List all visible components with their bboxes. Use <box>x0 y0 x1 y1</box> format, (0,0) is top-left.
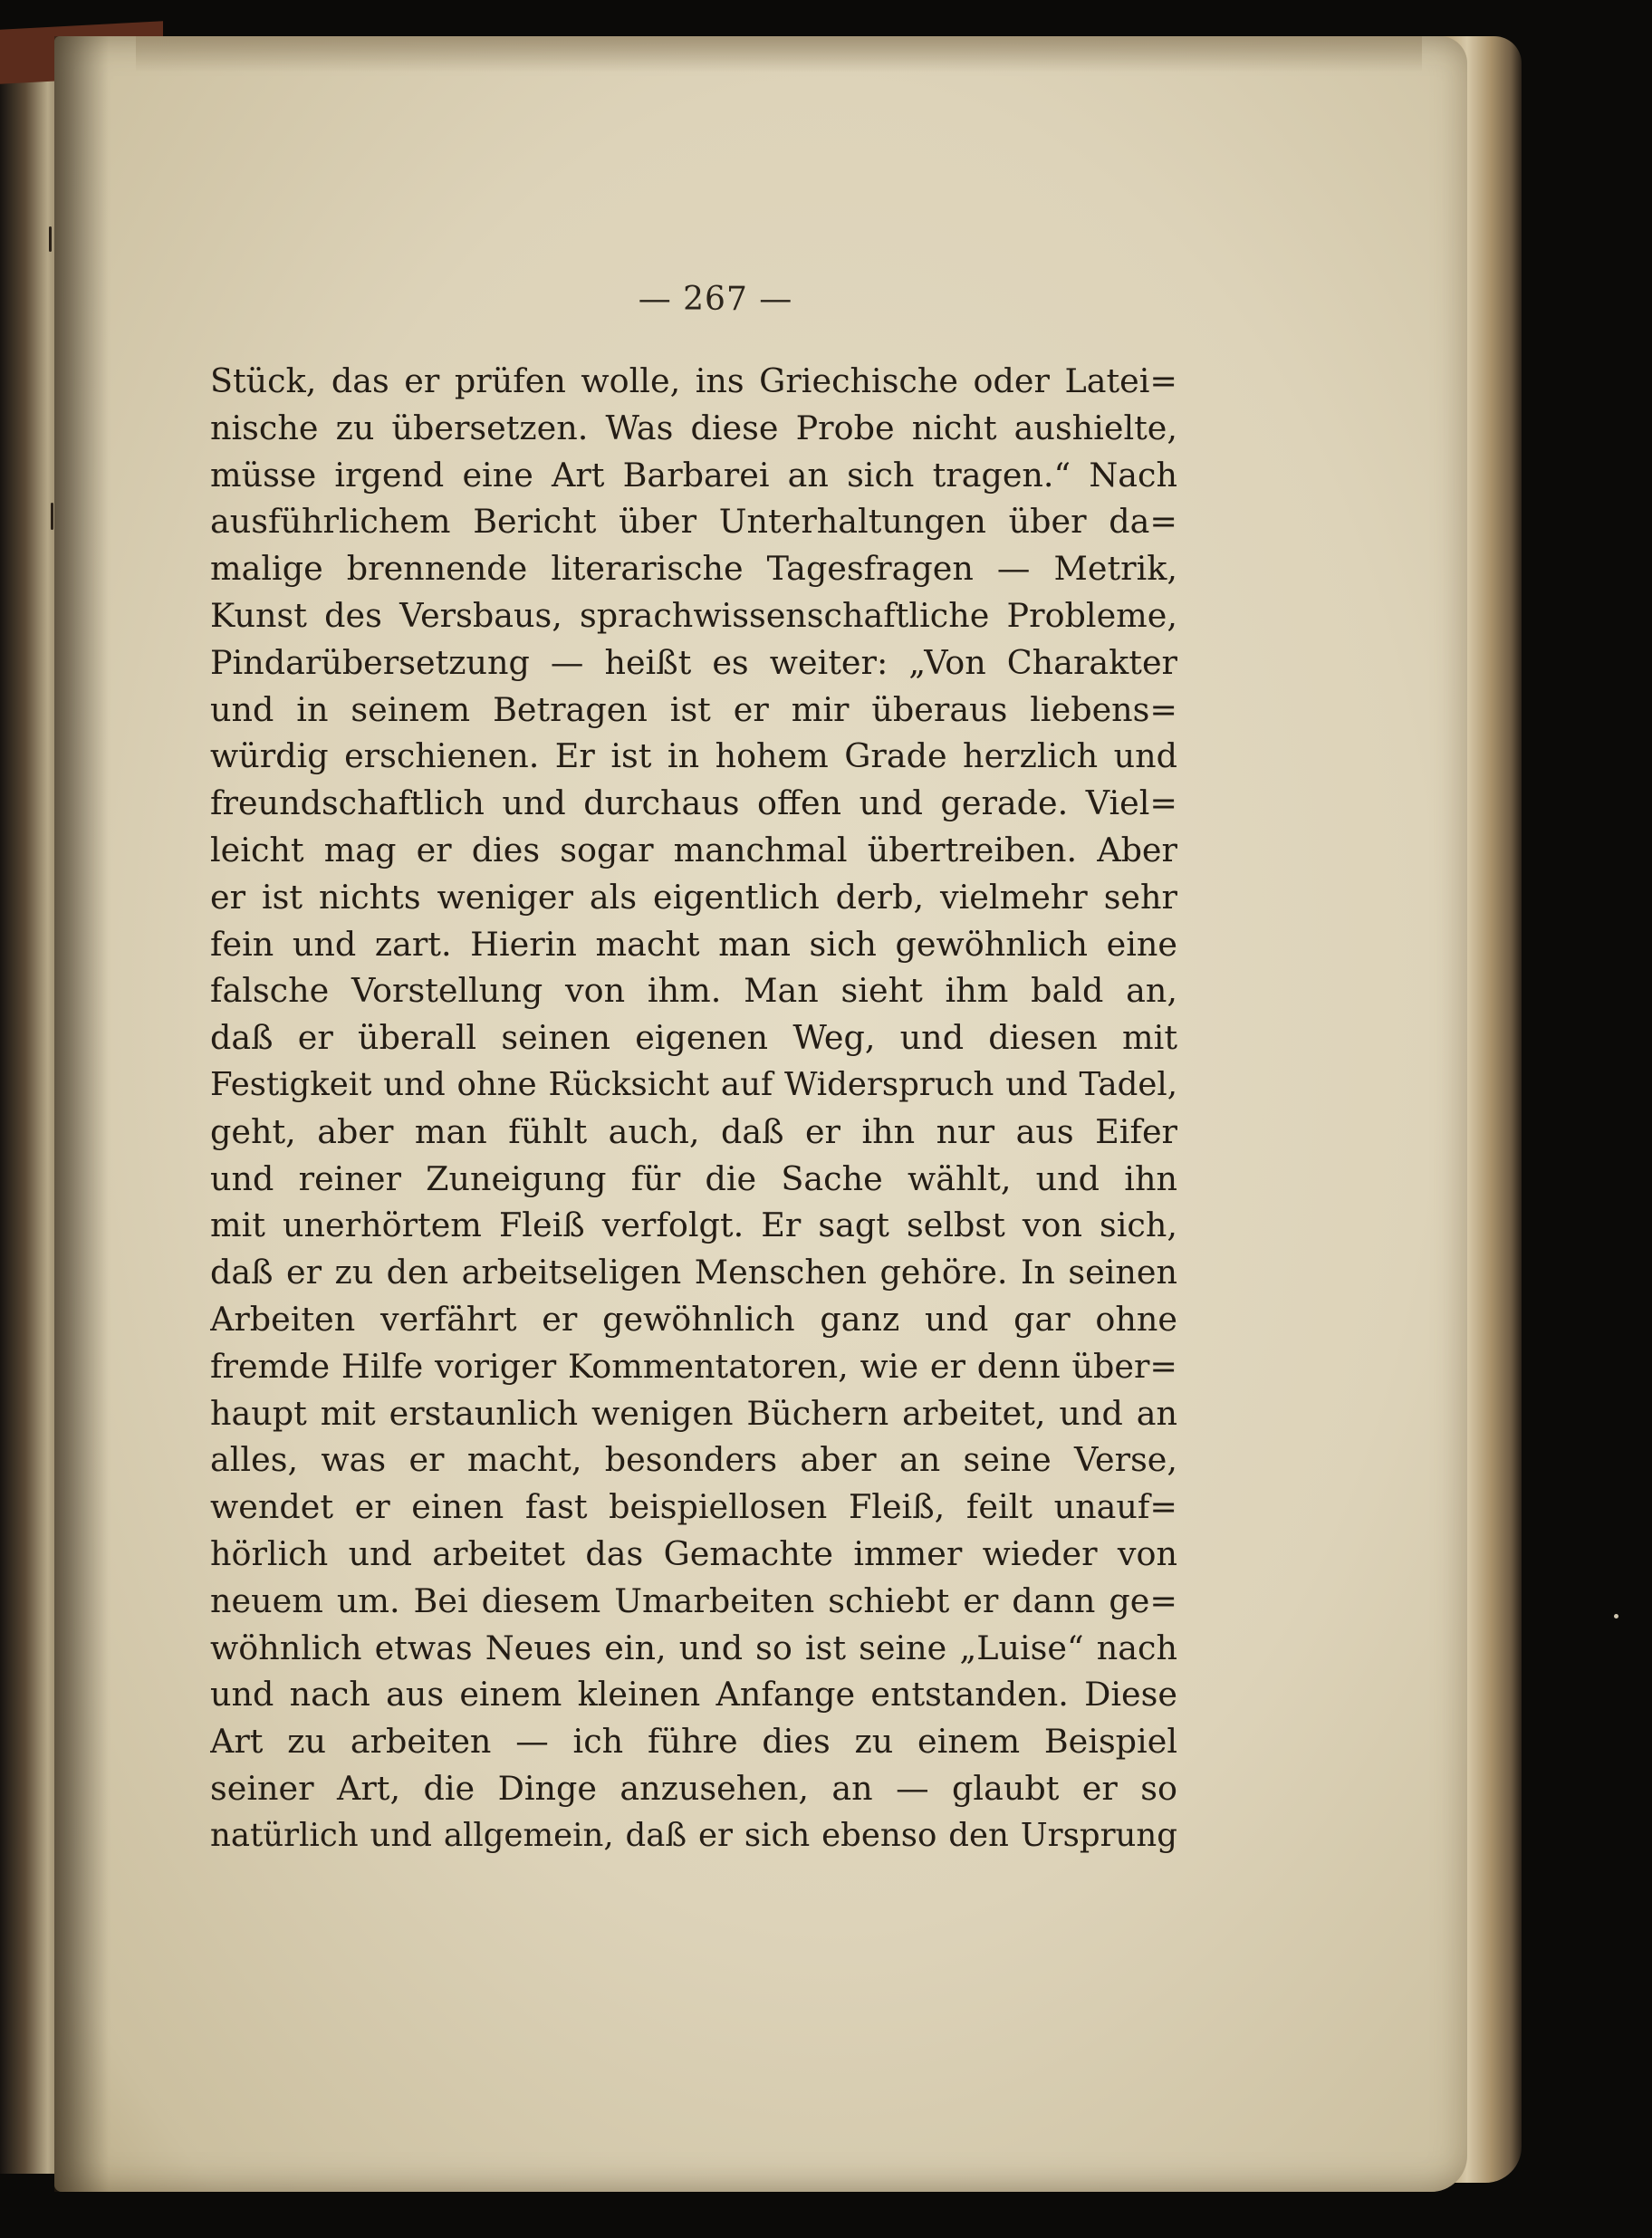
text-line: daß er zu den arbeitseligen Menschen gehöre. In seinen <box>210 1253 1177 1292</box>
text-line: wöhnlich etwas Neues ein, und so ist seine „Luise“ nach <box>210 1628 1177 1667</box>
text-line: würdig erschienen. Er ist in hohem Grade herzlich und <box>210 736 1177 776</box>
text-line: leicht mag er dies sogar manchmal übertreiben. Aber <box>210 830 1177 869</box>
text-line: falsche Vorstellung von ihm. Man sieht ihm bald an, <box>210 971 1177 1011</box>
text-line: geht, aber man fühlt auch, daß er ihn nur aus Eifer <box>210 1111 1177 1151</box>
page-top-wear <box>136 36 1422 72</box>
text-line: wendet er einen fast beispiellosen Fleiß, feilt unauf= <box>210 1487 1177 1527</box>
text-line: er ist nichts weniger als eigentlich derb, vielmehr sehr <box>210 877 1177 917</box>
text-line: haupt mit erstaunlich wenigen Büchern arbeitet, und an <box>210 1393 1177 1433</box>
text-line: hörlich und arbeitet das Gemachte immer wieder von <box>210 1533 1177 1573</box>
text-line: mit unerhörtem Fleiß verfolgt. Er sagt selbst von sich, <box>210 1205 1177 1245</box>
text-line: fremde Hilfe voriger Kommentatoren, wie er denn über= <box>210 1346 1177 1386</box>
text-line: malige brennende literarische Tagesfragen — Metrik, <box>210 549 1177 589</box>
text-line: Kunst des Versbaus, sprachwissenschaftliche Probleme, <box>210 595 1177 635</box>
page-number: — 267 — <box>638 281 793 318</box>
margin-mark <box>49 226 52 252</box>
dust-speck <box>1614 1614 1618 1618</box>
text-line: und reiner Zuneigung für die Sache wählt, und ihn <box>210 1158 1177 1198</box>
text-line: neuem um. Bei diesem Umarbeiten schiebt er dann ge= <box>210 1580 1177 1620</box>
margin-mark <box>51 503 53 530</box>
text-line: Stück, das er prüfen wolle, ins Griechische oder Latei= <box>210 361 1177 400</box>
text-line: Arbeiten verfährt er gewöhnlich ganz und gar ohne <box>210 1299 1177 1339</box>
text-line: Festigkeit und ohne Rücksicht auf Widerspruch und Tadel, <box>210 1065 1177 1103</box>
gutter-shadow <box>54 36 109 2192</box>
text-line: freundschaftlich und durchaus offen und gerade. Viel= <box>210 783 1177 823</box>
text-line: daß er überall seinen eigenen Weg, und diesen mit <box>210 1018 1177 1058</box>
text-line: ausführlichem Bericht über Unterhaltungen über da= <box>210 502 1177 542</box>
text-line: alles, was er macht, besonders aber an seine Verse, <box>210 1440 1177 1480</box>
text-line: natürlich und allgemein, daß er sich ebenso den Ursprung <box>210 1816 1177 1854</box>
text-line: Pindarübersetzung — heißt es weiter: „Von Charakter <box>210 642 1177 682</box>
body-text <box>210 358 1177 1859</box>
text-line: nische zu übersetzen. Was diese Probe nicht aushielte, <box>210 408 1177 447</box>
text-line: Art zu arbeiten — ich führe dies zu einem Beispiel <box>210 1722 1177 1762</box>
text-line: müsse irgend eine Art Barbarei an sich tragen.“ Nach <box>210 455 1177 495</box>
text-line: und nach aus einem kleinen Anfange entstanden. Diese <box>210 1675 1177 1715</box>
text-line: und in seinem Betragen ist er mir überaus liebens= <box>210 689 1177 729</box>
text-line: fein und zart. Hierin macht man sich gewöhnlich eine <box>210 924 1177 964</box>
text-line: seiner Art, die Dinge anzusehen, an — glaubt er so <box>210 1768 1177 1808</box>
